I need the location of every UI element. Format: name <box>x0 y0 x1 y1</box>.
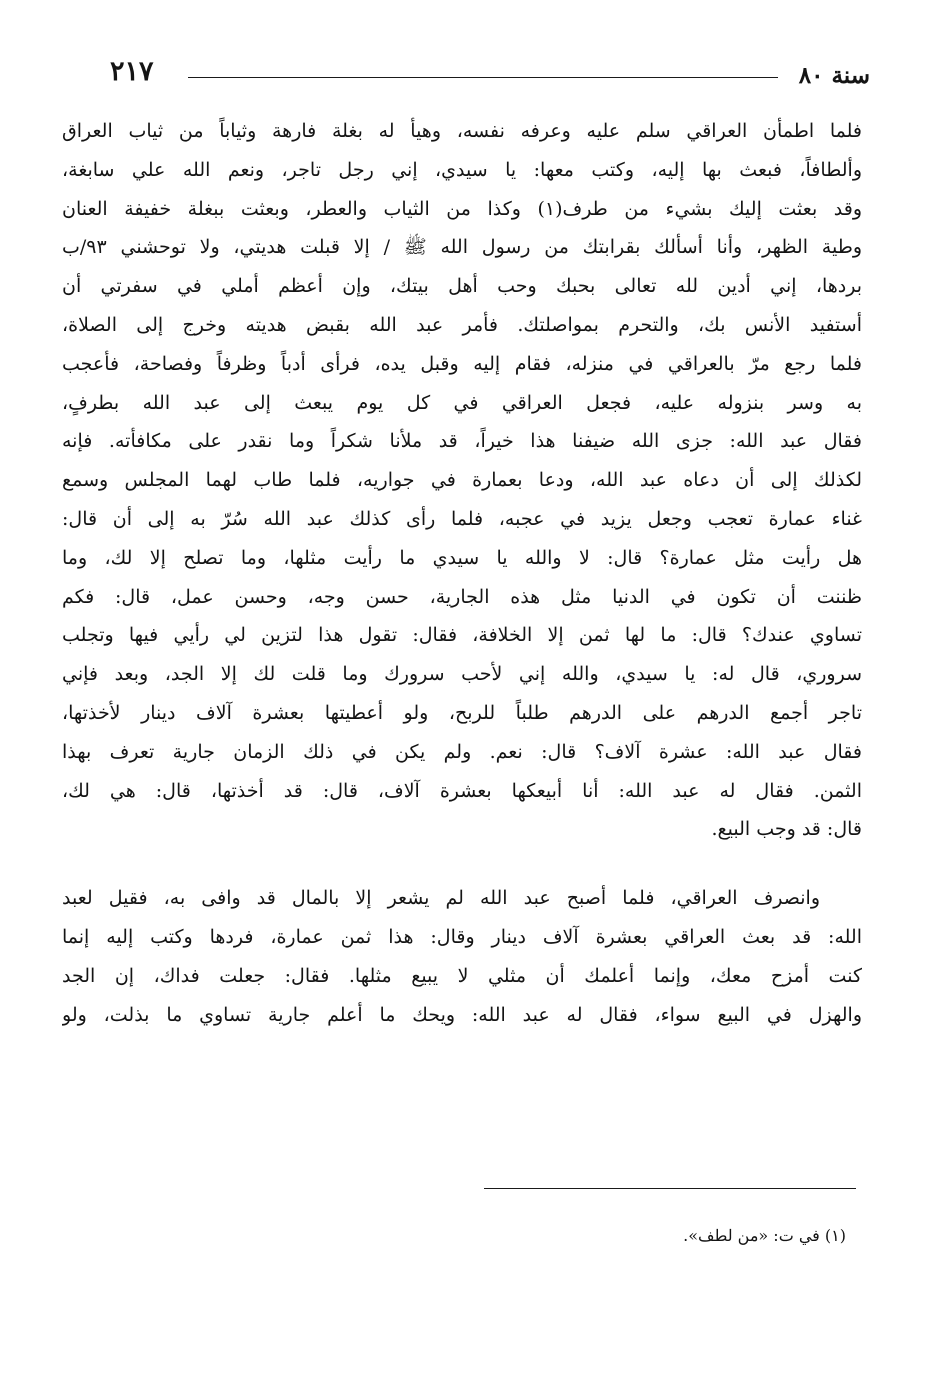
text-line: كنت أمزح معك، وإنما أعلمك أن مثلي لا يبيع مثلها. فقال: جعلت فداك، إن الجد <box>62 964 862 987</box>
text-line: بردها، إني أدين لله تعالى بحبك وحب أهل بيتك، وإن أعظم أملي في سفرتي أن <box>62 275 862 298</box>
text-line: وقد بعثت إليك بشيء من طرف(١) وكذا من الثياب والعطر، وبعثت ببغلة خفيفة العنان <box>62 197 862 220</box>
text-line: الثمن. فقال له عبد الله: أنا أبيعكها بعشرة آلاف، قال: قد أخذتها، قال: هي لك، <box>62 779 862 802</box>
paragraph-1 <box>62 112 862 849</box>
text-line: فلما اطمأن العراقي سلم عليه وعرفه نفسه، وهيأ له بغلة فارهة وثياباً من ثياب العراق <box>62 120 862 142</box>
main-text <box>62 112 862 1034</box>
text-line: فقال عبد الله: عشرة آلاف؟ قال: نعم. ولم يكن في ذلك الزمان جارية تعرف بهذا <box>62 740 862 763</box>
text-line: هل رأيت مثل عمارة؟ قال: لا والله يا سيدي ما رأيت مثلها، وما تصلح إلا لك، وما <box>62 546 862 569</box>
running-title: سنة ٨٠ <box>798 62 870 89</box>
header-rule <box>188 77 778 78</box>
running-header <box>110 56 870 96</box>
footnote: (١) في ت: «من لطف». <box>683 1226 846 1245</box>
text-line: سروري، قال له: يا سيدي، والله إني لأحب سرورك وما قلت لك إلا الجد، وبعد فإني <box>62 663 862 686</box>
page-number: ٢١٧ <box>110 56 154 87</box>
text-line: فلما رجع مرّ بالعراقي في منزله، فقام إليه وقبل يده، فرأى أدباً وظرفاً وفصاحة، فأعجب <box>62 352 862 375</box>
text-line: وألطافاً، فبعث بها إليه، وكتب معها: يا سيدي، إني رجل تاجر، ونعم الله علي سابغة، <box>62 158 862 181</box>
text-line: لكذلك إلى أن دعاه عبد الله، ودعا بعمارة في جواريه، فلما طاب لهما المجلس وسمع <box>62 469 862 492</box>
text-line: فقال عبد الله: جزى الله ضيفنا هذا خيراً، قد ملأنا شكراً وما نقدر على مكافأته. فإنه <box>62 430 862 453</box>
paragraph-gap <box>62 849 862 879</box>
text-line: قال: قد وجب البيع. <box>711 818 862 841</box>
paragraph-2 <box>62 879 862 1034</box>
text-line: ظننت أن تكون في الدنيا مثل هذه الجارية، حسن وجه، وحسن عمل، قال: فكم <box>62 585 862 608</box>
text-line: أستفيد الأنس بك، والتحرم بمواصلتك. فأمر عبد الله بقبض هديته وخرج إلى الصلاة، <box>62 313 862 336</box>
text-line: وانصرف العراقي، فلما أصبح عبد الله لم يشعر إلا بالمال قد وافى به، فقيل لعبد <box>62 887 820 910</box>
footnote-rule <box>484 1188 856 1189</box>
text-line: تساوي عندك؟ قال: ما لها ثمن إلا الخلافة، فقال: تقول هذا لتزين لي رأيي فيها وتجلب <box>62 624 862 647</box>
text-line: الله: قد بعث العراقي بعشرة آلاف دينار وقال: هذا ثمن عمارة، فردها وكتب إليه إنما <box>62 925 862 948</box>
text-line: والهزل في البيع سواء، فقال له عبد الله: ويحك ما أعلم جارية تساوي ما بذلت، ولو <box>62 1003 862 1026</box>
text-line: غناء عمارة تعجب وجعل يزيد في عجبه، فلما رأى كذلك عبد الله سُرّ به إلى أن قال: <box>62 507 862 530</box>
text-line: به وسر بنزوله عليه، فجعل العراقي في كل يوم يبعث إلى عبد الله بطرفٍ، <box>62 391 862 414</box>
text-line: تاجر أجمع الدرهم على الدرهم طلباً للربح، ولو أعطيتها بعشرة آلاف دينار لأخذتها، <box>62 701 862 724</box>
text-line: وطية الظهر، وأنا أسألك بقرابتك من رسول الله ﷺ / إلا قبلت هديتي، ولا توحشني ٩٣/ب <box>62 236 862 259</box>
